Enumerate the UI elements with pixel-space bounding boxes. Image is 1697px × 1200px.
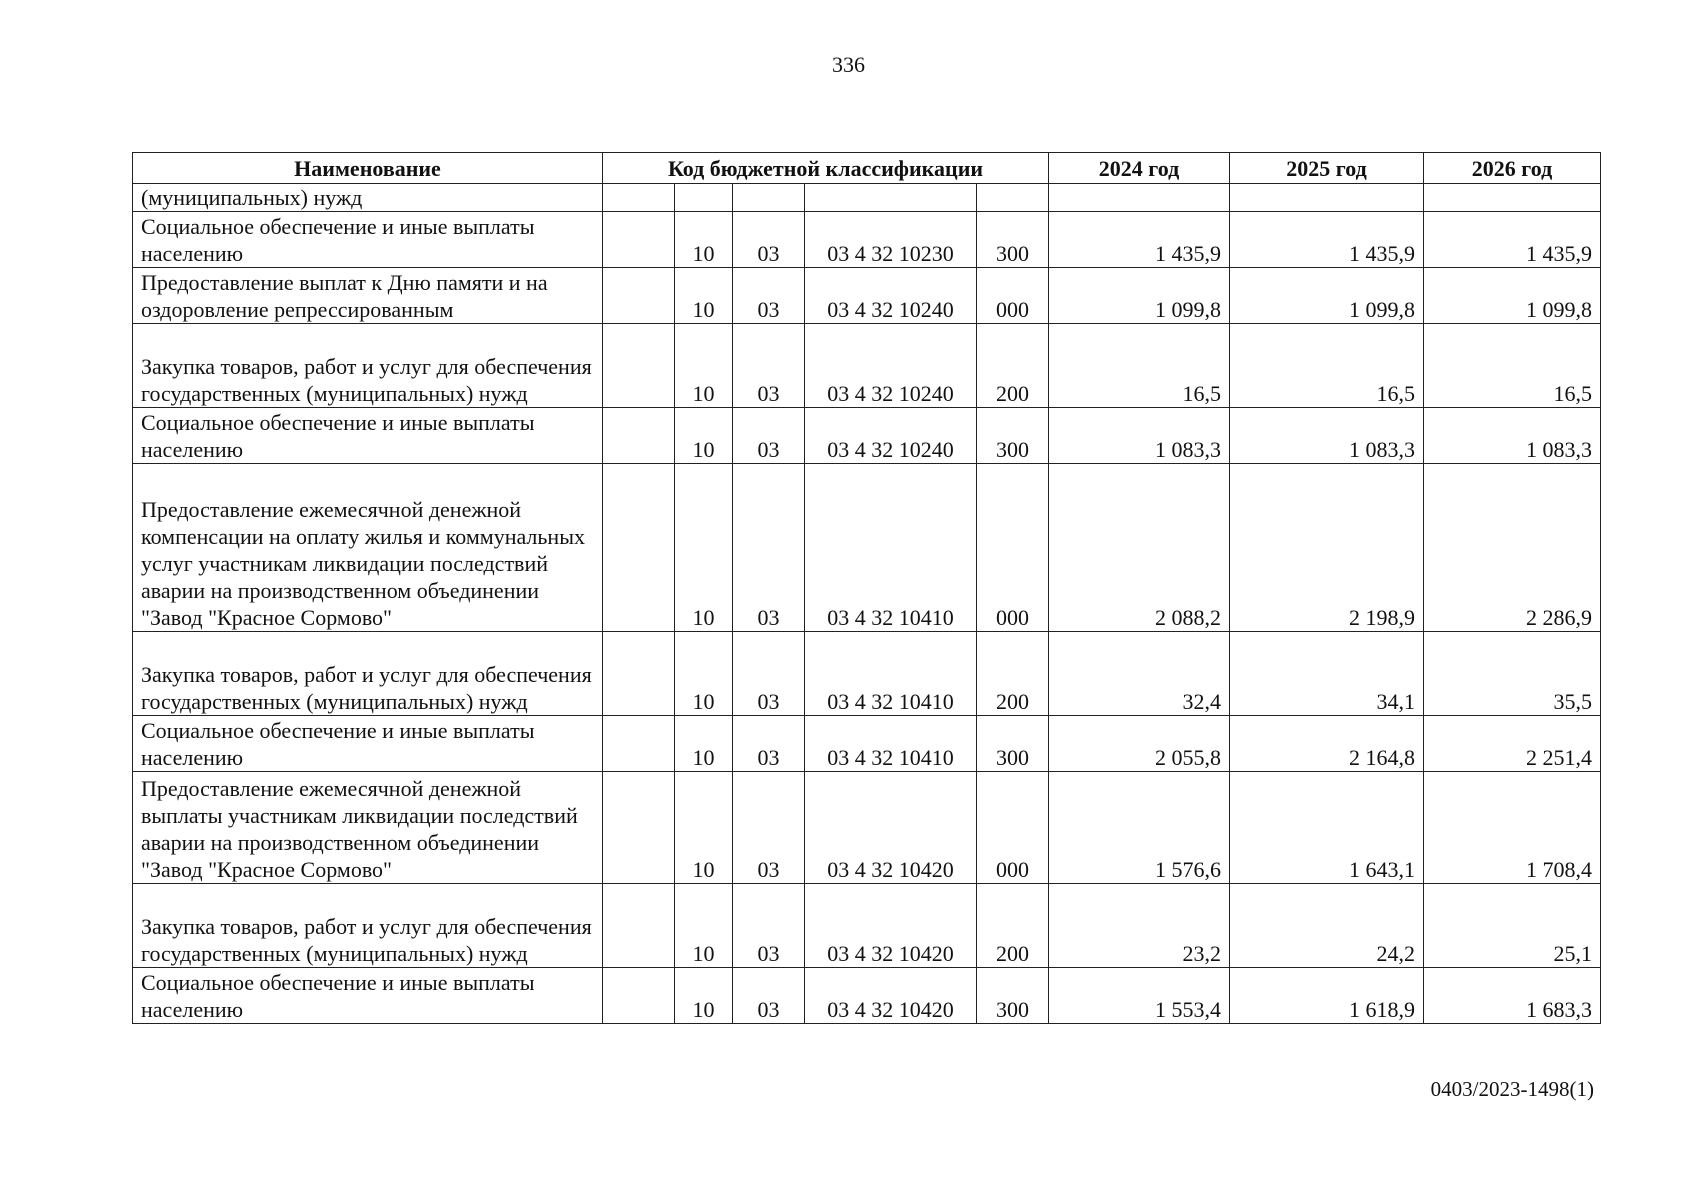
value-2025: 1 643,1 (1230, 772, 1424, 884)
table-row (133, 884, 1601, 968)
code-target: 03 4 32 10240 (805, 408, 977, 464)
code-expense-type: 000 (977, 464, 1049, 632)
row-name: Социальное обеспечение и иные выплаты населению (133, 212, 603, 268)
code-chapter: 10 (675, 212, 733, 268)
code-target: 03 4 32 10410 (805, 464, 977, 632)
code-expense-type: 200 (977, 324, 1049, 408)
value-2025: 1 083,3 (1230, 408, 1424, 464)
code-expense-type: 000 (977, 268, 1049, 324)
value-2026: 2 251,4 (1424, 716, 1601, 772)
row-name: Социальное обеспечение и иные выплаты населению (133, 968, 603, 1024)
code-section (603, 884, 675, 968)
value-2025: 2 198,9 (1230, 464, 1424, 632)
row-name: Социальное обеспечение и иные выплаты населению (133, 716, 603, 772)
code-target: 03 4 32 10410 (805, 632, 977, 716)
code-subchapter: 03 (733, 408, 805, 464)
value-2024: 1 083,3 (1049, 408, 1230, 464)
value-2024: 1 099,8 (1049, 268, 1230, 324)
code-expense-type: 300 (977, 716, 1049, 772)
row-name: Предоставление выплат к Дню памяти и на оздоровление репрессированным (133, 268, 603, 324)
table-header-row (133, 153, 1601, 184)
value-2026: 1 708,4 (1424, 772, 1601, 884)
value-2025: 2 164,8 (1230, 716, 1424, 772)
code-expense-type: 300 (977, 408, 1049, 464)
table-row (133, 772, 1601, 884)
row-name: Социальное обеспечение и иные выплаты населению (133, 408, 603, 464)
value-2024 (1049, 184, 1230, 212)
value-2024: 2 088,2 (1049, 464, 1230, 632)
value-2026: 1 099,8 (1424, 268, 1601, 324)
table-row (133, 324, 1601, 408)
row-name: Закупка товаров, работ и услуг для обеспечения государственных (муниципальных) нужд (133, 324, 603, 408)
code-section (603, 772, 675, 884)
code-expense-type (977, 184, 1049, 212)
table-row (133, 464, 1601, 632)
table-body (133, 184, 1601, 1024)
code-target: 03 4 32 10420 (805, 884, 977, 968)
table-row (133, 408, 1601, 464)
code-subchapter: 03 (733, 772, 805, 884)
code-subchapter: 03 (733, 464, 805, 632)
code-target: 03 4 32 10420 (805, 772, 977, 884)
header-2026: 2026 год (1424, 153, 1601, 184)
code-chapter: 10 (675, 632, 733, 716)
code-section (603, 464, 675, 632)
value-2025: 24,2 (1230, 884, 1424, 968)
value-2024: 32,4 (1049, 632, 1230, 716)
table-row (133, 212, 1601, 268)
table-row (133, 268, 1601, 324)
value-2026: 1 435,9 (1424, 212, 1601, 268)
code-target: 03 4 32 10420 (805, 968, 977, 1024)
code-subchapter: 03 (733, 968, 805, 1024)
value-2024: 2 055,8 (1049, 716, 1230, 772)
value-2025: 1 435,9 (1230, 212, 1424, 268)
code-subchapter: 03 (733, 268, 805, 324)
code-section (603, 184, 675, 212)
code-section (603, 212, 675, 268)
budget-table (132, 152, 1601, 1024)
value-2024: 23,2 (1049, 884, 1230, 968)
code-target: 03 4 32 10230 (805, 212, 977, 268)
value-2025: 1 618,9 (1230, 968, 1424, 1024)
code-subchapter: 03 (733, 884, 805, 968)
code-subchapter: 03 (733, 632, 805, 716)
code-chapter: 10 (675, 772, 733, 884)
code-chapter: 10 (675, 968, 733, 1024)
row-name: Закупка товаров, работ и услуг для обеспечения государственных (муниципальных) нужд (133, 884, 603, 968)
value-2026: 1 683,3 (1424, 968, 1601, 1024)
code-section (603, 632, 675, 716)
header-name: Наименование (133, 153, 603, 184)
row-name: (муниципальных) нужд (133, 184, 603, 212)
header-2024: 2024 год (1049, 153, 1230, 184)
value-2024: 1 576,6 (1049, 772, 1230, 884)
code-chapter: 10 (675, 464, 733, 632)
table-row (133, 716, 1601, 772)
table-row (133, 632, 1601, 716)
code-subchapter: 03 (733, 324, 805, 408)
value-2025: 1 099,8 (1230, 268, 1424, 324)
code-chapter: 10 (675, 716, 733, 772)
code-subchapter: 03 (733, 212, 805, 268)
code-section (603, 716, 675, 772)
code-target: 03 4 32 10240 (805, 268, 977, 324)
value-2026: 1 083,3 (1424, 408, 1601, 464)
code-expense-type: 000 (977, 772, 1049, 884)
code-chapter: 10 (675, 408, 733, 464)
code-expense-type: 200 (977, 884, 1049, 968)
code-section (603, 324, 675, 408)
value-2026: 16,5 (1424, 324, 1601, 408)
value-2026: 35,5 (1424, 632, 1601, 716)
document-code: 0403/2023-1498(1) (1430, 1077, 1594, 1101)
row-name: Предоставление ежемесячной денежной компенсации на оплату жилья и коммунальных услуг участникам ликвидации последствий аварии на производственном объединении "Завод "Красное Сормово" (133, 464, 603, 632)
code-chapter: 10 (675, 268, 733, 324)
value-2026: 2 286,9 (1424, 464, 1601, 632)
value-2024: 16,5 (1049, 324, 1230, 408)
code-section (603, 268, 675, 324)
code-section (603, 968, 675, 1024)
row-name: Предоставление ежемесячной денежной выплаты участникам ликвидации последствий аварии на производственном объединении "Завод "Красное Сормово" (133, 772, 603, 884)
code-chapter: 10 (675, 884, 733, 968)
code-target (805, 184, 977, 212)
code-chapter: 10 (675, 324, 733, 408)
code-expense-type: 300 (977, 968, 1049, 1024)
header-2025: 2025 год (1230, 153, 1424, 184)
code-target: 03 4 32 10410 (805, 716, 977, 772)
code-expense-type: 200 (977, 632, 1049, 716)
table-row (133, 184, 1601, 212)
code-section (603, 408, 675, 464)
value-2025: 34,1 (1230, 632, 1424, 716)
value-2024: 1 435,9 (1049, 212, 1230, 268)
code-target: 03 4 32 10240 (805, 324, 977, 408)
value-2026: 25,1 (1424, 884, 1601, 968)
code-subchapter: 03 (733, 716, 805, 772)
code-subchapter (733, 184, 805, 212)
page-number: 336 (832, 52, 865, 77)
row-name: Закупка товаров, работ и услуг для обеспечения государственных (муниципальных) нужд (133, 632, 603, 716)
value-2025: 16,5 (1230, 324, 1424, 408)
header-code: Код бюджетной классификации (603, 153, 1049, 184)
code-chapter (675, 184, 733, 212)
code-expense-type: 300 (977, 212, 1049, 268)
table-row (133, 968, 1601, 1024)
value-2026 (1424, 184, 1601, 212)
value-2025 (1230, 184, 1424, 212)
value-2024: 1 553,4 (1049, 968, 1230, 1024)
